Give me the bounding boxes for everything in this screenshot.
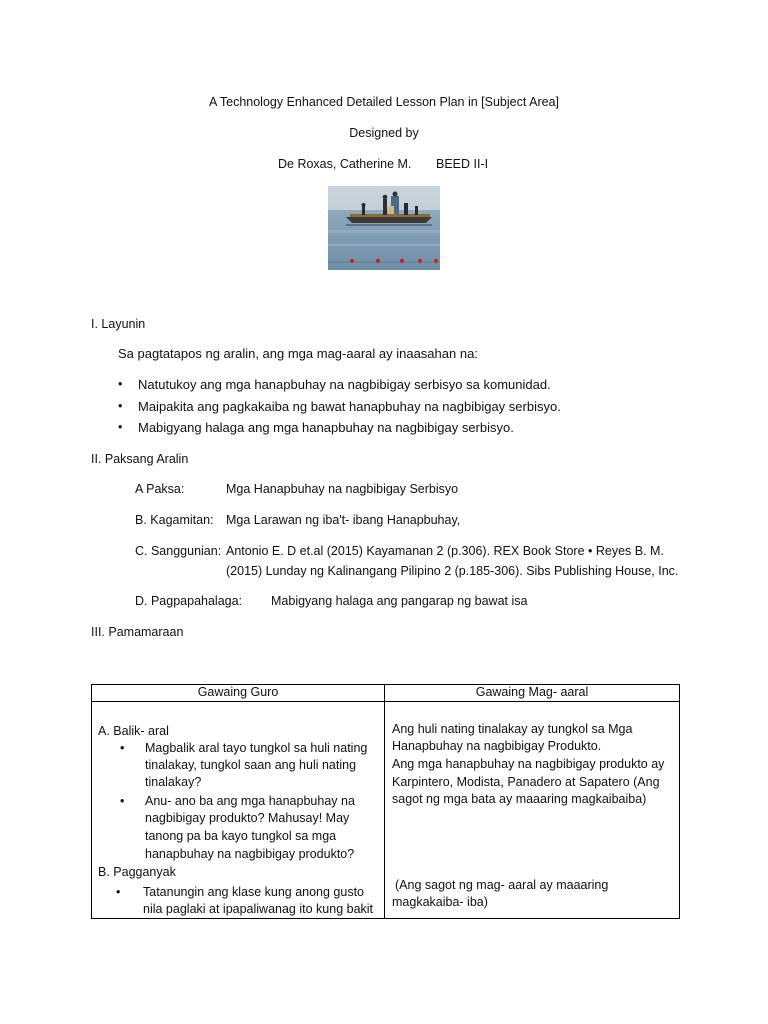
- paksa-value: Mga Hanapbuhay na nagbibigay Serbisyo: [226, 482, 459, 496]
- paksa-label: A Paksa:: [135, 482, 185, 496]
- kagamitan-value: Mga Larawan ng iba't- ibang Hanapbuhay,: [226, 513, 461, 527]
- author-section: BEED II-I: [436, 157, 489, 171]
- guro-text: hanapbuhay na nagbibigay produkto?: [145, 847, 355, 861]
- section-1-intro: Sa pagtatapos ng aralin, ang mga mag-aaral ay inaasahan na:: [118, 346, 478, 361]
- mag-aaral-text: Ang mga hanapbuhay na nagbibigay produkto ay: [392, 757, 665, 771]
- guro-text: tinalakay, tungkol saan ang huli nating: [145, 758, 357, 772]
- mag-aaral-cell: [385, 702, 680, 919]
- mag-aaral-text: Hanapbuhay na nagbibigay Produkto.: [392, 739, 602, 753]
- designed-by-label: Designed by: [349, 126, 419, 140]
- mag-aaral-text: Ang huli nating tinalakay ay tungkol sa Mga: [392, 722, 633, 736]
- section-3-heading: III. Pamamaraan: [91, 625, 184, 639]
- pagpapahalaga-label: D. Pagpapahalaga:: [135, 594, 243, 608]
- sanggunian-line-2: (2015) Lunday ng Kalinangang Pilipino 2 (p.185-306). Sibs Publishing House, Inc.: [226, 564, 679, 578]
- guro-text: tanong pa ba kayo tungkol sa mga: [145, 829, 337, 843]
- objective-text: Natutukoy ang mga hanapbuhay na nagbibigay serbisyo sa komunidad.: [138, 377, 551, 392]
- author-name: De Roxas, Catherine M.: [278, 157, 412, 171]
- mag-aaral-text: magkakaiba- iba): [392, 895, 488, 909]
- mag-aaral-text: sagot ng mga bata ay maaaring magkaibaiba): [392, 792, 647, 806]
- guro-text: nagbibigay produkto? Mahusay! May: [145, 811, 350, 825]
- column-header-mag-aaral: Gawaing Mag- aaral: [385, 685, 680, 702]
- bullet: •: [118, 420, 123, 434]
- bullet: •: [118, 399, 123, 413]
- section-1-heading: I. Layunin: [91, 317, 146, 331]
- mag-aaral-text: (Ang sagot ng mag- aaral ay maaaring: [395, 878, 609, 892]
- sanggunian-label: C. Sanggunian:: [135, 544, 222, 558]
- objective-text: Maipakita ang pagkakaiba ng bawat hanapbuhay na nagbibigay serbisyo.: [138, 399, 561, 414]
- guro-text: Tatanungin ang klase kung anong gusto: [143, 885, 365, 899]
- table-header-row: [92, 685, 680, 702]
- boat-photo: [328, 186, 440, 270]
- table-row: [92, 702, 680, 919]
- procedure-table: [91, 684, 680, 919]
- column-header-guro: Gawaing Guro: [92, 685, 385, 702]
- pagganyak-heading: B. Pagganyak: [98, 865, 176, 879]
- guro-cell: [92, 702, 385, 919]
- section-2-heading: II. Paksang Aralin: [91, 452, 189, 466]
- mag-aaral-text: Karpintero, Modista, Panadero at Sapatero (Ang: [392, 775, 660, 789]
- objective-text: Mabigyang halaga ang mga hanapbuhay na nagbibigay serbisyo.: [138, 420, 514, 435]
- sanggunian-line-1: Antonio E. D et.al (2015) Kayamanan 2 (p.306). REX Book Store • Reyes B. M.: [226, 544, 664, 558]
- bullet: •: [118, 377, 123, 391]
- bullet: •: [120, 794, 125, 808]
- guro-text: Anu- ano ba ang mga hanapbuhay na: [145, 794, 355, 808]
- guro-text: nila paglaki at ipapaliwanag ito kung bakit: [143, 902, 374, 916]
- guro-text: tinalakay?: [145, 775, 202, 789]
- bullet: •: [120, 741, 125, 755]
- balik-aral-heading: A. Balik- aral: [98, 724, 169, 738]
- bullet: •: [116, 885, 121, 899]
- guro-text: Magbalik aral tayo tungkol sa huli nating: [145, 741, 368, 755]
- pagpapahalaga-value: Mabigyang halaga ang pangarap ng bawat isa: [271, 594, 528, 608]
- lesson-plan-title: A Technology Enhanced Detailed Lesson Plan in [Subject Area]: [208, 95, 559, 109]
- kagamitan-label: B. Kagamitan:: [135, 513, 214, 527]
